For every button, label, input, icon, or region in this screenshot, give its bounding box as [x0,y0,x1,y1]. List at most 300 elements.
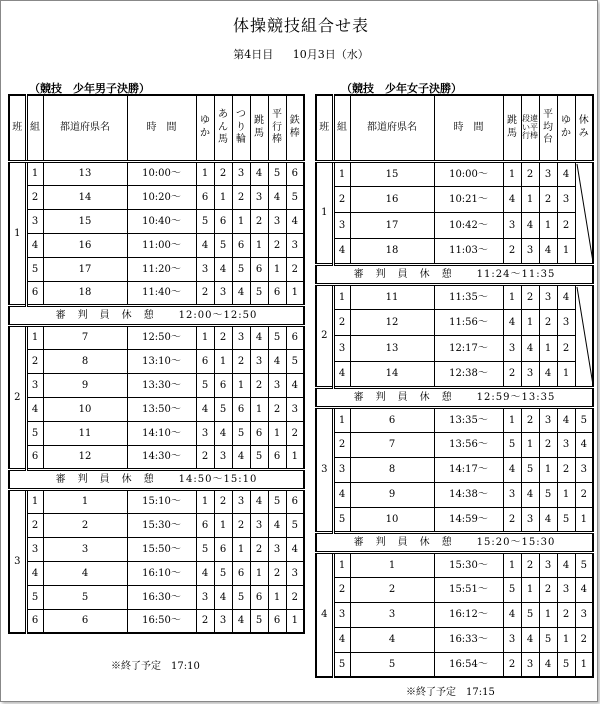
table-row [9,561,304,585]
apparatus-order-cell: 1 [232,209,250,233]
time-cell: 13:30〜 [127,373,196,397]
prefecture-cell: 5 [350,652,434,677]
column-header: 休み [575,95,593,161]
table-row [316,187,593,213]
column-header: 都道府県名 [350,95,434,161]
apparatus-order-cell: 4 [521,482,539,507]
apparatus-order-cell: 4 [214,257,232,281]
prefecture-cell: 10 [350,507,434,532]
break-time: 14:50〜15:10 [178,473,258,485]
apparatus-order-cell: 2 [539,432,557,457]
apparatus-order-cell: 1 [557,361,575,387]
table-row [316,507,593,532]
apparatus-order-cell: 6 [250,421,268,445]
time-cell: 13:35〜 [434,407,503,432]
apparatus-order-cell: 5 [268,161,286,185]
prefecture-cell: 11 [43,421,127,445]
apparatus-order-cell: 5 [250,445,268,469]
apparatus-order-cell: 3 [232,325,250,349]
time-cell: 11:00〜 [127,233,196,257]
kumi-cell: 1 [26,161,43,185]
date-label: 10月3日（水） [292,48,369,61]
apparatus-order-cell: 2 [286,257,304,281]
apparatus-order-cell: 2 [557,602,575,627]
prefecture-cell: 3 [350,602,434,627]
table-row [316,552,593,577]
han-cell: 3 [316,407,333,532]
column-header: 都道府県名 [43,95,127,161]
apparatus-order-cell: 3 [214,281,232,305]
apparatus-order-cell: 1 [268,585,286,609]
rest-slash-icon [576,286,594,386]
apparatus-order-cell: 3 [250,513,268,537]
apparatus-order-cell: 2 [232,513,250,537]
apparatus-order-cell: 2 [250,209,268,233]
apparatus-order-cell: 2 [557,457,575,482]
time-cell: 11:56〜 [434,310,503,336]
apparatus-order-cell: 2 [268,561,286,585]
apparatus-order-cell: 6 [250,257,268,281]
apparatus-order-cell: 3 [557,187,575,213]
kumi-cell: 4 [333,482,350,507]
prefecture-cell: 10 [43,397,127,421]
apparatus-order-cell: 1 [268,421,286,445]
apparatus-order-cell: 3 [503,336,521,362]
time-cell: 13:56〜 [434,432,503,457]
prefecture-cell: 17 [350,213,434,239]
apparatus-order-cell: 3 [286,397,304,421]
apparatus-order-cell: 2 [214,161,232,185]
apparatus-order-cell: 5 [286,185,304,209]
apparatus-order-cell: 5 [268,489,286,513]
break-label: 審 判 員 休 憩 [55,473,155,485]
apparatus-order-cell: 1 [539,602,557,627]
apparatus-order-cell: 1 [286,609,304,633]
kumi-cell: 1 [333,284,350,310]
table-row [316,213,593,239]
apparatus-order-cell: 2 [575,482,593,507]
apparatus-order-cell: 1 [503,552,521,577]
time-cell: 15:30〜 [434,552,503,577]
prefecture-cell: 6 [43,609,127,633]
kumi-cell: 2 [333,310,350,336]
apparatus-order-cell: 5 [232,421,250,445]
prefecture-cell: 16 [43,233,127,257]
prefecture-cell: 8 [43,349,127,373]
column-header: 平行棒 [268,95,286,161]
table-row [9,161,304,185]
apparatus-order-cell: 3 [232,489,250,513]
apparatus-order-cell: 1 [250,233,268,257]
apparatus-order-cell: 5 [521,457,539,482]
apparatus-order-cell: 1 [503,407,521,432]
apparatus-order-cell: 4 [503,602,521,627]
time-cell: 13:10〜 [127,349,196,373]
time-cell: 14:10〜 [127,421,196,445]
apparatus-order-cell: 2 [539,310,557,336]
apparatus-order-cell: 6 [268,609,286,633]
apparatus-order-cell: 1 [214,513,232,537]
apparatus-order-cell: 2 [521,407,539,432]
apparatus-order-cell: 1 [521,310,539,336]
header-row [316,95,593,161]
apparatus-order-cell: 3 [268,537,286,561]
apparatus-order-cell: 3 [539,161,557,187]
apparatus-order-cell: 4 [196,397,214,421]
apparatus-order-cell: 3 [539,407,557,432]
kumi-cell: 4 [333,361,350,387]
apparatus-order-cell: 2 [268,397,286,421]
apparatus-order-cell: 6 [232,233,250,257]
time-cell: 15:51〜 [434,577,503,602]
time-cell: 16:30〜 [127,585,196,609]
apparatus-order-cell: 4 [539,652,557,677]
break-row [9,305,304,325]
prefecture-cell: 6 [350,407,434,432]
apparatus-order-cell: 5 [196,209,214,233]
kumi-cell: 4 [26,397,43,421]
prefecture-cell: 7 [43,325,127,349]
apparatus-order-cell: 1 [196,325,214,349]
column-header: 時 間 [434,95,503,161]
apparatus-order-cell: 1 [250,397,268,421]
apparatus-order-cell: 2 [539,187,557,213]
column-header: 鉄棒 [286,95,304,161]
prefecture-cell: 18 [43,281,127,305]
time-cell: 10:00〜 [434,161,503,187]
apparatus-order-cell: 4 [196,561,214,585]
apparatus-order-cell: 4 [557,407,575,432]
kumi-cell: 3 [26,209,43,233]
apparatus-order-cell: 2 [503,507,521,532]
table-row [316,602,593,627]
kumi-cell: 3 [333,457,350,482]
apparatus-order-cell: 2 [557,213,575,239]
apparatus-order-cell: 4 [268,349,286,373]
kumi-cell: 2 [333,432,350,457]
kumi-cell: 2 [26,185,43,209]
apparatus-order-cell: 4 [268,513,286,537]
apparatus-order-cell: 3 [503,627,521,652]
time-cell: 12:50〜 [127,325,196,349]
apparatus-order-cell: 2 [521,161,539,187]
apparatus-order-cell: 5 [214,561,232,585]
prefecture-cell: 5 [43,585,127,609]
prefecture-cell: 16 [350,187,434,213]
rest-cell [575,161,593,264]
kumi-cell: 1 [26,325,43,349]
apparatus-order-cell: 1 [250,561,268,585]
apparatus-order-cell: 6 [232,397,250,421]
table-row [316,336,593,362]
table-row [9,585,304,609]
kumi-cell: 5 [26,585,43,609]
apparatus-order-cell: 6 [196,185,214,209]
table-row [316,238,593,264]
apparatus-order-cell: 4 [557,284,575,310]
table-row [316,652,593,677]
apparatus-order-cell: 2 [521,284,539,310]
apparatus-order-cell: 4 [557,552,575,577]
table-row [9,349,304,373]
prefecture-cell: 9 [43,373,127,397]
table-row [9,537,304,561]
apparatus-order-cell: 4 [214,421,232,445]
apparatus-order-cell: 4 [286,537,304,561]
apparatus-order-cell: 1 [521,432,539,457]
apparatus-order-cell: 2 [286,585,304,609]
kumi-cell: 4 [333,238,350,264]
table-row [9,445,304,469]
apparatus-order-cell: 5 [503,432,521,457]
table-row [316,361,593,387]
apparatus-order-cell: 5 [250,281,268,305]
apparatus-order-cell: 2 [250,373,268,397]
time-cell: 14:30〜 [127,445,196,469]
apparatus-order-cell: 6 [286,161,304,185]
apparatus-order-cell: 2 [232,349,250,373]
apparatus-order-cell: 5 [250,609,268,633]
apparatus-order-cell: 1 [539,213,557,239]
apparatus-order-cell: 4 [250,161,268,185]
column-header: つり輪 [232,95,250,161]
prefecture-cell: 13 [43,161,127,185]
apparatus-order-cell: 5 [503,577,521,602]
table-row [9,489,304,513]
apparatus-order-cell: 1 [232,537,250,561]
apparatus-order-cell: 3 [539,552,557,577]
time-cell: 13:50〜 [127,397,196,421]
apparatus-order-cell: 2 [214,489,232,513]
apparatus-order-cell: 5 [521,602,539,627]
column-header: 班 [316,95,333,161]
apparatus-order-cell: 5 [539,482,557,507]
table-row [9,325,304,349]
apparatus-order-cell: 3 [196,257,214,281]
apparatus-order-cell: 4 [521,627,539,652]
apparatus-order-cell: 3 [521,507,539,532]
table-row [316,482,593,507]
apparatus-order-cell: 6 [250,585,268,609]
prefecture-cell: 3 [43,537,127,561]
break-time: 11:24〜11:35 [476,268,556,280]
apparatus-order-cell: 4 [521,336,539,362]
apparatus-order-cell: 1 [539,336,557,362]
apparatus-order-cell: 6 [268,445,286,469]
apparatus-order-cell: 6 [286,489,304,513]
boys-footer: ※終了予定 17:10 [111,661,200,672]
boys-caption: （競技 少年男子決勝） [29,82,150,95]
apparatus-order-cell: 3 [268,373,286,397]
apparatus-order-cell: 2 [268,233,286,257]
apparatus-order-cell: 4 [286,209,304,233]
apparatus-order-cell: 2 [286,421,304,445]
apparatus-order-cell: 1 [575,652,593,677]
apparatus-order-cell: 5 [557,507,575,532]
day-label: 第4日目 [233,48,274,61]
time-cell: 10:00〜 [127,161,196,185]
prefecture-cell: 2 [43,513,127,537]
break-row [9,469,304,489]
time-cell: 14:17〜 [434,457,503,482]
table-row [9,513,304,537]
apparatus-order-cell: 3 [503,482,521,507]
table-row [9,609,304,633]
kumi-cell: 1 [333,407,350,432]
apparatus-order-cell: 5 [557,652,575,677]
kumi-cell: 5 [333,507,350,532]
apparatus-order-cell: 6 [286,325,304,349]
apparatus-order-cell: 2 [521,552,539,577]
table-row [9,373,304,397]
column-header: 組 [26,95,43,161]
apparatus-order-cell: 4 [575,577,593,602]
table-row [316,577,593,602]
apparatus-order-cell: 3 [575,602,593,627]
apparatus-order-cell: 1 [539,457,557,482]
apparatus-order-cell: 4 [214,585,232,609]
table-row [9,397,304,421]
boys-schedule-table [8,94,305,634]
apparatus-order-cell: 4 [575,432,593,457]
kumi-cell: 2 [333,187,350,213]
kumi-cell: 4 [333,627,350,652]
kumi-cell: 3 [333,602,350,627]
break-time: 15:20〜15:30 [476,536,556,548]
apparatus-order-cell: 4 [503,187,521,213]
page-title: 体操競技組合せ表 [232,16,369,35]
apparatus-order-cell: 2 [575,627,593,652]
apparatus-order-cell: 3 [557,310,575,336]
table-row [9,185,304,209]
column-header: 跳馬 [503,95,521,161]
apparatus-order-cell: 6 [232,561,250,585]
prefecture-cell: 18 [350,238,434,264]
time-cell: 16:10〜 [127,561,196,585]
apparatus-order-cell: 1 [196,161,214,185]
kumi-cell: 5 [26,421,43,445]
time-cell: 15:10〜 [127,489,196,513]
column-header: ゆか [557,95,575,161]
apparatus-order-cell: 6 [268,281,286,305]
prefecture-cell: 9 [350,482,434,507]
kumi-cell: 3 [26,373,43,397]
apparatus-order-cell: 2 [503,652,521,677]
apparatus-order-cell: 5 [196,373,214,397]
time-cell: 11:35〜 [434,284,503,310]
prefecture-cell: 12 [350,310,434,336]
apparatus-order-cell: 4 [557,161,575,187]
prefecture-cell: 14 [43,185,127,209]
apparatus-order-cell: 1 [521,577,539,602]
break-time: 12:59〜13:35 [476,391,556,403]
prefecture-cell: 13 [350,336,434,362]
apparatus-order-cell: 3 [521,238,539,264]
apparatus-order-cell: 2 [196,609,214,633]
break-label: 審 判 員 休 憩 [353,268,453,280]
prefecture-cell: 2 [350,577,434,602]
apparatus-order-cell: 4 [286,373,304,397]
time-cell: 11:40〜 [127,281,196,305]
column-header: あん馬 [214,95,232,161]
apparatus-order-cell: 3 [268,209,286,233]
page-subtitle [1,46,600,62]
kumi-cell: 3 [333,336,350,362]
apparatus-order-cell: 1 [503,284,521,310]
break-label: 審 判 員 休 憩 [353,536,453,548]
prefecture-cell: 14 [350,361,434,387]
kumi-cell: 6 [26,445,43,469]
header-row [9,95,304,161]
apparatus-order-cell: 4 [250,325,268,349]
time-cell: 10:42〜 [434,213,503,239]
kumi-cell: 6 [26,609,43,633]
kumi-cell: 3 [26,537,43,561]
apparatus-order-cell: 5 [286,513,304,537]
apparatus-order-cell: 1 [196,489,214,513]
kumi-cell: 2 [333,577,350,602]
apparatus-order-cell: 3 [539,284,557,310]
prefecture-cell: 12 [43,445,127,469]
apparatus-order-cell: 3 [575,457,593,482]
apparatus-order-cell: 4 [232,609,250,633]
apparatus-order-cell: 4 [196,233,214,257]
column-header: 跳馬 [250,95,268,161]
prefecture-cell: 1 [350,552,434,577]
apparatus-order-cell: 3 [250,185,268,209]
apparatus-order-cell: 2 [250,537,268,561]
table-row [316,284,593,310]
apparatus-order-cell: 1 [557,238,575,264]
table-row [316,161,593,187]
kumi-cell: 1 [26,489,43,513]
apparatus-order-cell: 4 [539,238,557,264]
apparatus-order-cell: 2 [557,336,575,362]
apparatus-order-cell: 3 [286,233,304,257]
prefecture-cell: 11 [350,284,434,310]
column-header: 時 間 [127,95,196,161]
apparatus-order-cell: 2 [539,577,557,602]
apparatus-order-cell: 6 [214,373,232,397]
girls-caption: （競技 少年女子決勝） [341,82,462,95]
time-cell: 16:33〜 [434,627,503,652]
apparatus-order-cell: 1 [575,507,593,532]
apparatus-order-cell: 4 [503,310,521,336]
han-cell: 1 [9,161,26,305]
apparatus-order-cell: 4 [503,457,521,482]
column-header: ゆか [196,95,214,161]
time-cell: 11:03〜 [434,238,503,264]
apparatus-order-cell: 4 [232,281,250,305]
time-cell: 15:30〜 [127,513,196,537]
kumi-cell: 2 [26,349,43,373]
apparatus-order-cell: 6 [214,209,232,233]
apparatus-order-cell: 3 [250,349,268,373]
table-row [9,421,304,445]
table-row [9,233,304,257]
kumi-cell: 1 [333,552,350,577]
prefecture-cell: 15 [350,161,434,187]
table-row [316,432,593,457]
apparatus-order-cell: 1 [557,482,575,507]
table-row [9,281,304,305]
apparatus-order-cell: 1 [503,161,521,187]
column-header: 組 [333,95,350,161]
apparatus-order-cell: 1 [286,445,304,469]
prefecture-cell: 4 [350,627,434,652]
table-row [316,457,593,482]
rest-cell [575,284,593,387]
